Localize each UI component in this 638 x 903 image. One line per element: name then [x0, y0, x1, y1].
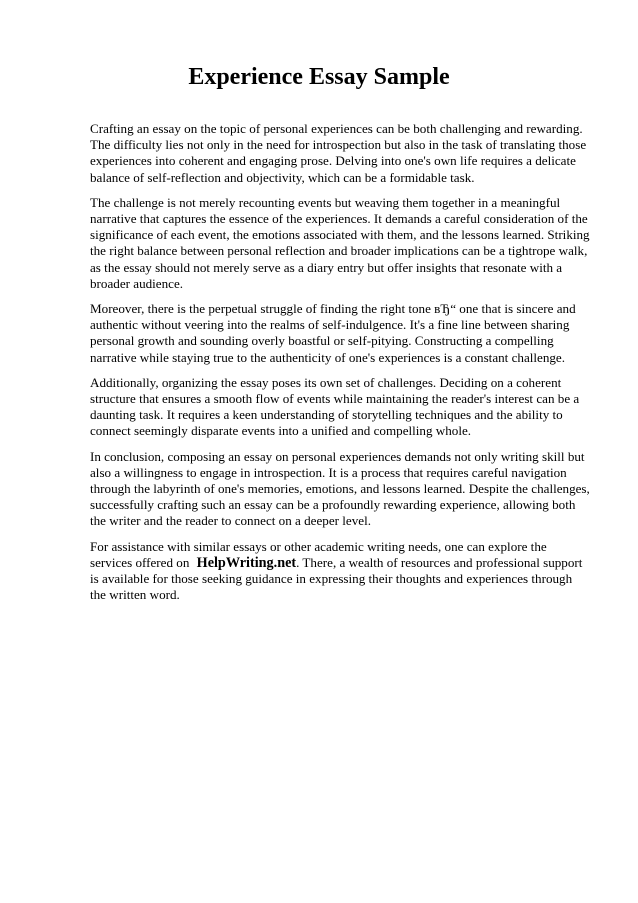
paragraph-conclusion: In conclusion, composing an essay on personal experiences demands not only writing skill but also a willingness to engage in introspection. It is a process that requires careful navigation through the labyrinth of one's memories, emotions, and lessons learned. Despite the challenges, successfully crafting such an essay can be a profoundly rewarding experience, allowing both the writer and the reader to connect on a deeper level. [90, 448, 590, 529]
closing-text-after: . There, a wealth of resources and professional support is available for those seeking guidance in expressing their thoughts and experiences through the written word. [90, 554, 583, 603]
helpwriting-link[interactable]: HelpWriting.net [196, 554, 297, 571]
paragraph-challenge: The challenge is not merely recounting events but weaving them together in a meaningful narrative that captures the essence of the experiences. It demands a careful consideration of the significance of each event, the emotions associated with them, and the lessons learned. Striking the right balance between personal reflection and broader implications can be a tightrope walk, as the essay should not merely serve as a diary entry but offer insights that resonate with a broader audience. [90, 194, 590, 291]
paragraph-intro: Crafting an essay on the topic of personal experiences can be both challenging and rewarding. The difficulty lies not only in the need for introspection but also in the task of translating those experiences into coherent and engaging prose. Delving into one's own life requires a delicate balance of self-reflection and objectivity, which can be a formidable task. [90, 121, 587, 185]
document-title: Experience Essay Sample [188, 64, 450, 90]
document-body [90, 121, 590, 612]
paragraph-tone: Moreover, there is the perpetual struggle of finding the right tone вЂ“ one that is sincere and authentic without veering into the realms of self-indulgence. It's a fine line between sharing personal growth and sounding overly boastful or self-pitying. Constructing a compelling narrative while staying true to the authenticity of one's experiences is a constant challenge. [90, 301, 576, 365]
paragraph-organization: Additionally, organizing the essay poses its own set of challenges. Deciding on a coherent structure that ensures a smooth flow of events while maintaining the reader's interest can be a daunting task. It requires a keen understanding of storytelling techniques and the ability to connect seemingly disparate events into a unified and compelling whole. [90, 374, 580, 439]
closing-text-before: For assistance with similar essays or other academic writing needs, one can explore the services offered on [90, 538, 547, 570]
paragraph-closing [90, 539, 590, 604]
